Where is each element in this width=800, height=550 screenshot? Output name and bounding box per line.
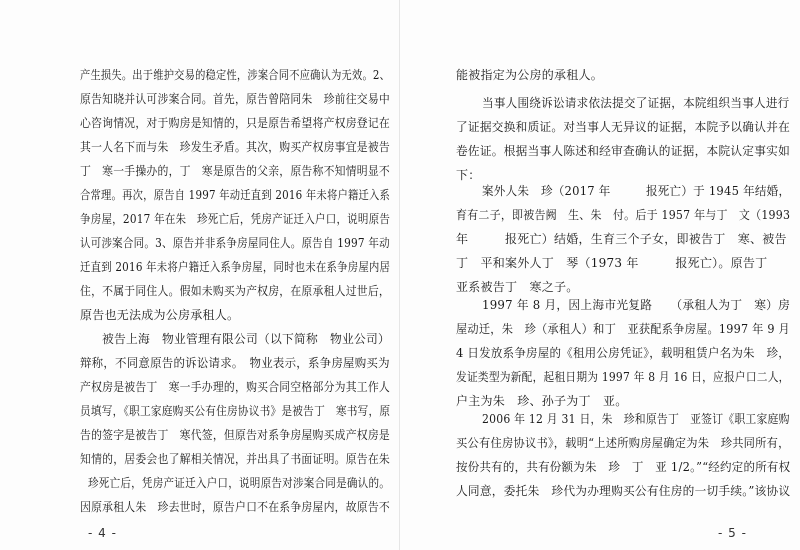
text-line: 员填写，《职工家庭购买公有住房协议书》是被告丁 寒书写，原	[80, 404, 391, 418]
text-line: 育有二子，即被告阙 生、朱 付。后于 1957 年与丁 文（1993	[456, 208, 791, 222]
paragraph-start-line: 被告上海 物业管理有限公司（以下简称 物业公司）	[102, 332, 391, 346]
text-line: 丁 平和案外人丁 琴（1973 年 报死亡）。原告丁	[456, 256, 768, 270]
paragraph-start-line: 1997 年 8 月，因上海市光复路 （承租人为丁 寒）房	[482, 298, 791, 312]
text-line: 原告也无法成为公房承租人。	[80, 308, 240, 322]
text-line: 合常理。再次，原告自 1997 年动迁直到 2016 年未将户籍迁入系	[80, 188, 391, 202]
text-line: 其一人名下而与朱 珍发生矛盾。其次，购买产权房事宜是被告	[80, 140, 391, 154]
page-number: - 4 -	[88, 526, 117, 540]
text-line: 心咨询情况，对于购房是知情的，只是原告希望将产权房登记在	[80, 116, 391, 130]
text-line: 认可涉案合同。3、原告并非系争房屋同住人。原告自 1997 年动	[80, 236, 390, 250]
text-line: 珍死亡后，凭房产证迁入户口，说明原告对涉案合同是确认的。	[88, 476, 391, 490]
text-line: 人同意，委托朱 珍代为办理购买公有住房的一切手续。”该协议	[456, 484, 791, 498]
text-line: 产权房是被告丁 寒一手办理的，购买合同空格部分为其工作人	[80, 380, 391, 394]
text-line: 因原承租人朱 珍去世时，原告户口不在系争房屋内，故原告不	[80, 500, 391, 514]
text-line: 了证据交换和质证。对当事人无异议的证据，本院予以确认并在	[456, 120, 791, 134]
page-number: - 5 -	[718, 526, 747, 540]
text-line: 4 日发放系争房屋的《租用公房凭证》，载明租赁户名为朱 珍，	[456, 346, 790, 360]
right-page	[400, 0, 800, 550]
text-line: 原告知晓并认可涉案合同。首先，原告曾陪同朱 珍前往交易中	[80, 92, 391, 106]
text-line: 争房屋，2017 年在朱 珍死亡后，凭房产证迁入户口，说明原告	[80, 212, 391, 226]
text-line: 能被指定为公房的承租人。	[456, 68, 604, 82]
text-line: 下：	[456, 168, 481, 182]
text-line: 户主为朱 珍、孙子为丁 亚。	[456, 394, 628, 408]
text-line: 产生损失。出于维护交易的稳定性，涉案合同不应确认为无效。2、	[80, 68, 391, 82]
text-line: 知情的，居委会也了解相关情况，并出具了书面证明。原告在朱	[80, 452, 391, 466]
text-line: 告的签字是被告丁 寒代签，但原告对系争房屋购买成产权房是	[80, 428, 391, 442]
text-line: 住，不属于同住人。假如未购买为产权房，在原承租人过世后，	[80, 284, 391, 298]
text-line: 卷佐证。根据当事人陈述和经审查确认的证据，本院认定事实如	[456, 144, 791, 158]
text-line: 年 报死亡）结婚，生育三个子女，即被告丁 寒、被告	[456, 232, 787, 246]
text-line: 屋动迁，朱 珍（承租人）和丁 亚获配系争房屋。1997 年 9 月	[456, 322, 790, 336]
text-line: 亚系被告丁 寒之子。	[456, 280, 579, 294]
text-line: 丁 寒一手操办的，丁 寒是原告的父亲，原告称不知情明显不	[80, 164, 391, 178]
paragraph-start-line: 当事人围绕诉讼请求依法提交了证据，本院组织当事人进行	[482, 96, 790, 110]
paragraph-start-line: 2006 年 12 月 31 日，朱 珍和原告丁 亚签订《职工家庭购	[482, 412, 790, 426]
text-line: 迁直到 2016 年未将户籍迁入系争房屋，同时也未在系争房屋内居	[80, 260, 391, 274]
text-line: 辩称，不同意原告的诉讼请求。 物业表示，系争房屋购买为	[80, 356, 390, 370]
text-line: 按份共有的，共有份额为朱 珍 丁 亚 1/2。”“经约定的所有权	[456, 460, 791, 474]
paragraph-start-line: 案外人朱 珍（2017 年 报死亡）于 1945 年结婚，	[482, 184, 791, 198]
text-line: 买公有住房协议书》，载明“上述所购房屋确定为朱 珍共同所有，	[456, 436, 790, 450]
text-line: 发证类型为新配，起租日期为 1997 年 8 月 16 日，应报户口二人，	[456, 370, 790, 384]
